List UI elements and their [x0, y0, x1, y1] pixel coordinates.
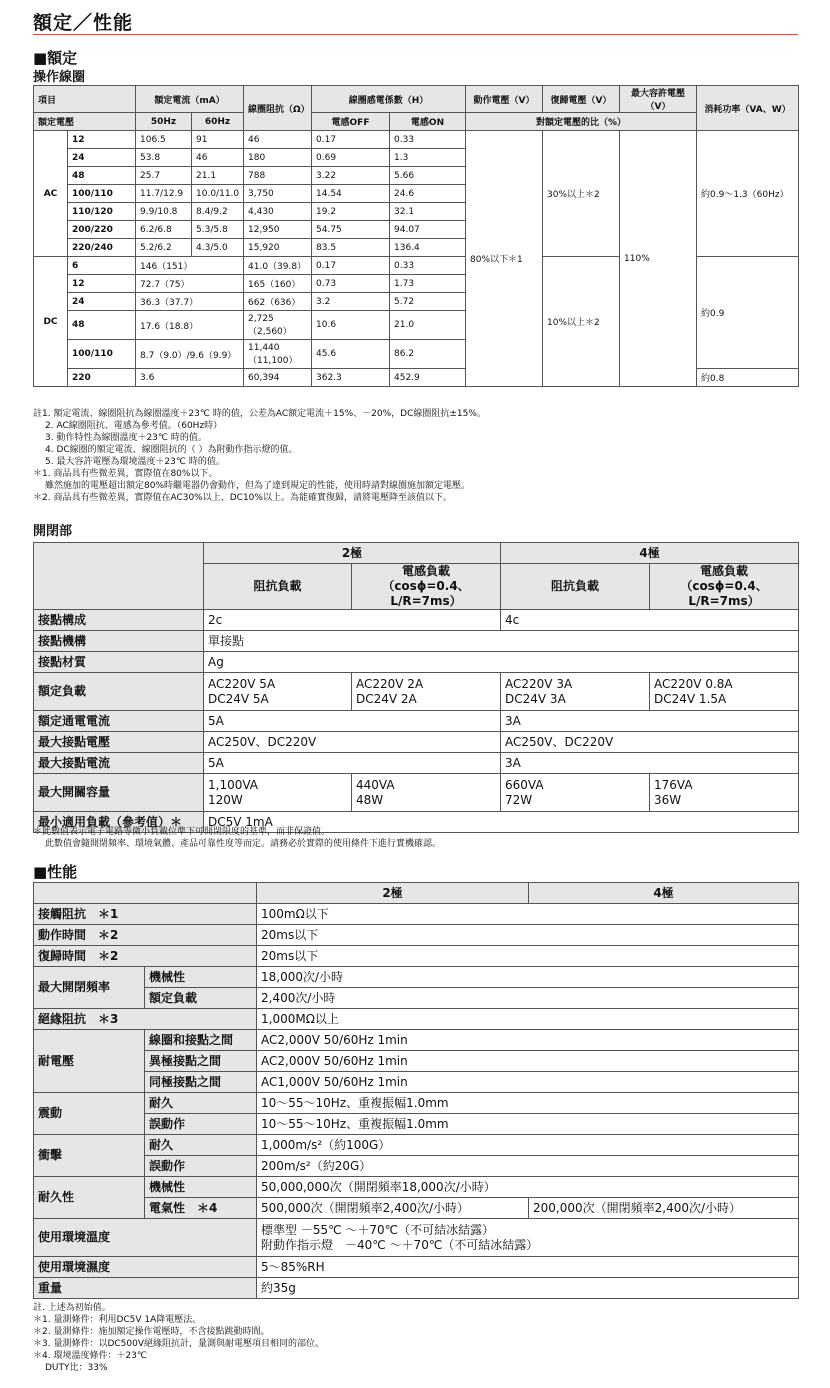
ac-voltage: 100/110 [68, 185, 136, 203]
contact-mechanism-value: 單接點 [204, 631, 799, 652]
ac-resistance: 3,750 [244, 185, 312, 203]
coil-note: 2. AC線圈阻抗、電感為參考值。（60Hz時） [45, 421, 223, 431]
ac-resistance: 788 [244, 167, 312, 185]
ac-resistance: 15,920 [244, 239, 312, 257]
ac-voltage: 110/120 [68, 203, 136, 221]
ambient-temp-value [257, 1219, 799, 1257]
hdr-power: 消耗功率（VA、W） [697, 86, 799, 131]
dc-resistance: 2,725（2,560） [244, 311, 312, 340]
power-dc: 約0.9 [697, 257, 799, 369]
ac-voltage: 48 [68, 167, 136, 185]
ac-current-50: 5.2/6.2 [136, 239, 192, 257]
insulation-value: 1,000MΩ以上 [257, 1009, 799, 1030]
contact-hdr-2pole: 2極 [204, 543, 501, 564]
contact-config-label: 接點構成 [34, 610, 204, 631]
ac-label: AC [34, 131, 68, 257]
coil-note: 4. DC線圈的額定電流、線圈阻抗的（ ）為附動作指示燈的值。 [45, 445, 298, 455]
dc-current: 8.7（9.0）/9.6（9.9） [136, 340, 244, 369]
dc-resistance: 165（160） [244, 275, 312, 293]
weight-value: 約35g [257, 1278, 799, 1299]
max-capacity-inductive-4 [650, 774, 799, 812]
dc-voltage: 24 [68, 293, 136, 311]
shock-malfunction-value: 200m/s²（約20G） [257, 1156, 799, 1177]
release-voltage-dc: 10%以上＊2 [543, 257, 620, 387]
operate-voltage-value: 80%以下＊1 [466, 131, 543, 387]
max-capacity-inductive-2 [352, 774, 501, 812]
dc-on: 21.0 [390, 311, 466, 340]
coil-note: ＊1. 商品具有些微差異，實際值在80%以下。 [33, 469, 218, 479]
performance-table [33, 882, 799, 1299]
vibration-durability-value: 10～55～10Hz、重複振幅1.0mm [257, 1093, 799, 1114]
max-capacity-line: 176VA [654, 777, 693, 792]
hdr-inductance: 線圈感電係數（H） [312, 86, 466, 113]
perf-note: ＊4. 環境溫度條件：＋23℃ [33, 1351, 148, 1361]
max-capacity-resistive-2 [204, 774, 352, 812]
max-contact-current-2pole: 5A [204, 753, 501, 774]
dc-current: 72.7（75） [136, 275, 244, 293]
carry-current-label: 額定通電電流 [34, 711, 204, 732]
rated-load-line: DC24V 3A [505, 691, 566, 706]
endurance-mech-label: 機械性 [145, 1177, 257, 1198]
ac-current-50: 53.8 [136, 149, 192, 167]
hdr-coil-resistance: 線圈阻抗（Ω） [244, 86, 312, 131]
ambient-temp-label: 使用環境溫度 [34, 1219, 257, 1257]
inductive-label: 電感負載 [700, 564, 749, 578]
ac-voltage: 12 [68, 131, 136, 149]
max-contact-current-4pole: 3A [501, 753, 799, 774]
page-title: 額定／性能 [33, 12, 134, 34]
power-dc-220: 約0.8 [697, 369, 799, 387]
inductive-condition: （cosϕ=0.4、L/R=7ms） [680, 579, 768, 608]
ac-on: 5.66 [390, 167, 466, 185]
ac-current-60: 46 [192, 149, 244, 167]
perf-note: ＊2. 量測條件：施加額定操作電壓時，不含接點跳動時間。 [33, 1327, 270, 1337]
perf-note: DUTY比：33% [45, 1363, 108, 1373]
shock-label: 衝擊 [34, 1135, 145, 1177]
hdr-max-voltage: 最大容許電壓（V） [620, 86, 697, 113]
ac-current-50: 9.9/10.8 [136, 203, 192, 221]
min-load-value: DC5V 1mA [204, 812, 799, 833]
min-load-label: 最小適用負載（參考值）＊ [34, 812, 204, 833]
switching-freq-rated-label: 額定負載 [145, 988, 257, 1009]
vibration-durability-label: 耐久 [145, 1093, 257, 1114]
rated-load-resistive-2 [204, 673, 352, 711]
performance-notes [33, 1302, 324, 1374]
ac-off: 0.69 [312, 149, 390, 167]
ac-on: 136.4 [390, 239, 466, 257]
ac-on: 1.3 [390, 149, 466, 167]
hdr-item: 項目 [34, 86, 136, 113]
ac-voltage: 200/220 [68, 221, 136, 239]
contact-note: ＊此數值表示電子電路等微小負載位準下可開閉限度的基準，而非保證值。 [33, 827, 331, 837]
dielectric-coil-contact-value: AC2,000V 50/60Hz 1min [257, 1030, 799, 1051]
ambient-humidity-value: 5～85%RH [257, 1257, 799, 1278]
dc-voltage: 100/110 [68, 340, 136, 369]
coil-rating-table [33, 85, 799, 387]
inductive-label: 電感負載 [402, 564, 451, 578]
contact-hdr-inductive-2 [352, 564, 501, 610]
dc-off: 10.6 [312, 311, 390, 340]
ac-off: 0.17 [312, 131, 390, 149]
perf-note: ＊3. 量測條件：以DC500V絕緣阻抗計，量測與耐電壓項目相同的部位。 [33, 1339, 324, 1349]
endurance-elec-2pole: 500,000次（開閉頻率2,400次/小時） [257, 1198, 529, 1219]
shock-durability-label: 耐久 [145, 1135, 257, 1156]
contact-hdr-inductive-4 [650, 564, 799, 610]
rated-load-line: AC220V 2A [356, 676, 424, 691]
ac-current-60: 91 [192, 131, 244, 149]
dc-on: 0.33 [390, 257, 466, 275]
ac-voltage: 24 [68, 149, 136, 167]
dc-on: 1.73 [390, 275, 466, 293]
switching-freq-mech-value: 18,000次/小時 [257, 967, 799, 988]
endurance-elec-label: 電氣性 ＊4 [145, 1198, 257, 1219]
ac-resistance: 180 [244, 149, 312, 167]
dc-voltage: 6 [68, 257, 136, 275]
operate-time-value: 20ms以下 [257, 925, 799, 946]
max-capacity-line: 72W [505, 792, 533, 807]
dc-current: 3.6 [136, 369, 244, 387]
contact-hdr-4pole: 4極 [501, 543, 799, 564]
release-time-value: 20ms以下 [257, 946, 799, 967]
dielectric-diff-pole-value: AC2,000V 50/60Hz 1min [257, 1051, 799, 1072]
dielectric-coil-contact-label: 線圈和接點之間 [145, 1030, 257, 1051]
ac-on: 94.07 [390, 221, 466, 239]
perf-hdr-4pole: 4極 [529, 883, 799, 904]
dc-current: 146（151） [136, 257, 244, 275]
inductive-condition: （cosϕ=0.4、L/R=7ms） [382, 579, 470, 608]
performance-heading: ■性能 [33, 863, 78, 881]
ac-resistance: 12,950 [244, 221, 312, 239]
dielectric-same-pole-label: 同極接點之間 [145, 1072, 257, 1093]
carry-current-2pole: 5A [204, 711, 501, 732]
ac-off: 19.2 [312, 203, 390, 221]
rated-load-line: DC24V 2A [356, 691, 417, 706]
switching-freq-mech-label: 機械性 [145, 967, 257, 988]
max-contact-current-label: 最大接點電流 [34, 753, 204, 774]
max-contact-voltage-label: 最大接點電壓 [34, 732, 204, 753]
ac-off: 54.75 [312, 221, 390, 239]
coil-subheading: 操作線圈 [33, 70, 86, 85]
dc-current: 36.3（37.7） [136, 293, 244, 311]
ac-on: 32.1 [390, 203, 466, 221]
dc-on: 5.72 [390, 293, 466, 311]
dc-resistance: 41.0（39.8） [244, 257, 312, 275]
contact-note: 此數值會隨開閉頻率、環境氣體、產品可靠性度等而定。請務必於實際的使用條件下進行實機確認。 [45, 839, 442, 849]
ac-current-50: 6.2/6.8 [136, 221, 192, 239]
hdr-release-voltage: 復歸電壓（V） [543, 86, 620, 113]
max-capacity-resistive-4 [501, 774, 650, 812]
dc-off: 362.3 [312, 369, 390, 387]
rated-load-line: DC24V 5A [208, 691, 269, 706]
rated-load-line: AC220V 5A [208, 676, 276, 691]
rated-load-label: 額定負載 [34, 673, 204, 711]
ac-off: 14.54 [312, 185, 390, 203]
max-capacity-line: 1,100VA [208, 777, 259, 792]
shock-durability-value: 1,000m/s²（約100G） [257, 1135, 799, 1156]
ac-current-50: 11.7/12.9 [136, 185, 192, 203]
rated-load-resistive-4 [501, 673, 650, 711]
max-capacity-line: 660VA [505, 777, 544, 792]
max-contact-voltage-2pole: AC250V、DC220V [204, 732, 501, 753]
ac-voltage: 220/240 [68, 239, 136, 257]
coil-note: 註1. 額定電流、線圈阻抗為線圈溫度＋23℃ 時的值，公差為AC額定電流＋15%、－20%，DC線圈阻抗±15%。 [33, 409, 486, 419]
max-capacity-line: 36W [654, 792, 682, 807]
weight-label: 重量 [34, 1278, 257, 1299]
max-capacity-line: 440VA [356, 777, 395, 792]
max-capacity-line: 120W [208, 792, 243, 807]
contact-resistance-label: 接觸阻抗 ＊1 [34, 904, 257, 925]
dc-current: 17.6（18.8） [136, 311, 244, 340]
contact-table [33, 542, 799, 833]
ac-off: 3.22 [312, 167, 390, 185]
ac-on: 24.6 [390, 185, 466, 203]
dc-on: 86.2 [390, 340, 466, 369]
coil-note: 雖然施加的電壓超出額定80%時繼電器仍會動作，但為了達到規定的性能，使用時請對線圈施加額定電壓。 [45, 481, 471, 491]
dielectric-same-pole-value: AC1,000V 50/60Hz 1min [257, 1072, 799, 1093]
coil-note: ＊2. 商品具有些微差異，實際值在AC30%以上、DC10%以上。為能確實復歸，請將電壓降至該值以下。 [33, 493, 452, 503]
rating-heading: ■額定 [33, 49, 78, 67]
ambient-temp-indicator: 附動作指示燈 －40℃ ～＋70℃（不可結冰結露） [261, 1237, 539, 1252]
dc-off: 45.6 [312, 340, 390, 369]
max-voltage-value: 110% [620, 131, 697, 387]
contact-resistance-value: 100mΩ以下 [257, 904, 799, 925]
release-time-label: 復歸時間 ＊2 [34, 946, 257, 967]
perf-note: 註. 上述為初始值。 [33, 1303, 111, 1313]
dc-off: 0.73 [312, 275, 390, 293]
vibration-malfunction-label: 誤動作 [145, 1114, 257, 1135]
title-divider [33, 34, 798, 35]
max-capacity-label: 最大開關容量 [34, 774, 204, 812]
shock-malfunction-label: 誤動作 [145, 1156, 257, 1177]
ac-resistance: 46 [244, 131, 312, 149]
ac-off: 83.5 [312, 239, 390, 257]
contact-hdr-resistive-4: 阻抗負載 [501, 564, 650, 610]
dielectric-label: 耐電壓 [34, 1030, 145, 1093]
hdr-operate-voltage: 動作電壓（V） [466, 86, 543, 113]
perf-note: ＊1. 量測條件：利用DC5V 1A降電壓法。 [33, 1315, 202, 1325]
operate-time-label: 動作時間 ＊2 [34, 925, 257, 946]
ambient-humidity-label: 使用環境濕度 [34, 1257, 257, 1278]
dc-resistance: 11,440（11,100） [244, 340, 312, 369]
ac-current-50: 106.5 [136, 131, 192, 149]
contact-hdr-resistive-2: 阻抗負載 [204, 564, 352, 610]
max-capacity-line: 48W [356, 792, 384, 807]
ac-on: 0.33 [390, 131, 466, 149]
rated-load-inductive-4 [650, 673, 799, 711]
dc-on: 452.9 [390, 369, 466, 387]
perf-hdr-2pole: 2極 [257, 883, 529, 904]
ac-resistance: 4,430 [244, 203, 312, 221]
dc-off: 0.17 [312, 257, 390, 275]
rated-load-line: AC220V 3A [505, 676, 573, 691]
hdr-on: 電感ON [390, 113, 466, 131]
coil-notes [33, 408, 486, 504]
contact-config-2pole: 2c [204, 610, 501, 631]
contact-material-value: Ag [204, 652, 799, 673]
contact-hdr-blank [34, 543, 204, 610]
vibration-label: 震動 [34, 1093, 145, 1135]
contact-heading: 開閉部 [33, 524, 73, 539]
ac-current-60: 21.1 [192, 167, 244, 185]
dielectric-diff-pole-label: 異極接點之間 [145, 1051, 257, 1072]
dc-voltage: 12 [68, 275, 136, 293]
ac-current-60: 8.4/9.2 [192, 203, 244, 221]
contact-config-4pole: 4c [501, 610, 799, 631]
max-contact-voltage-4pole: AC250V、DC220V [501, 732, 799, 753]
hdr-60hz: 60Hz [192, 113, 244, 131]
contact-notes [33, 826, 441, 850]
dc-resistance: 662（636） [244, 293, 312, 311]
ac-current-60: 4.3/5.0 [192, 239, 244, 257]
release-voltage-ac: 30%以上＊2 [543, 131, 620, 257]
endurance-mech-value: 50,000,000次（開閉頻率18,000次/小時） [257, 1177, 799, 1198]
dc-label: DC [34, 257, 68, 387]
ac-current-60: 5.3/5.8 [192, 221, 244, 239]
contact-material-label: 接點材質 [34, 652, 204, 673]
hdr-off: 電感OFF [312, 113, 390, 131]
dc-voltage: 220 [68, 369, 136, 387]
ac-current-50: 25.7 [136, 167, 192, 185]
perf-hdr-blank [34, 883, 257, 904]
coil-note: 5. 最大容許電壓為環境溫度＋23℃ 時的值。 [45, 457, 225, 467]
power-ac: 約0.9～1.3（60Hz） [697, 131, 799, 257]
dc-off: 3.2 [312, 293, 390, 311]
rated-load-line: DC24V 1.5A [654, 691, 727, 706]
vibration-malfunction-value: 10～55～10Hz、重複振幅1.0mm [257, 1114, 799, 1135]
hdr-ratio: 對額定電壓的比（%） [466, 113, 697, 131]
coil-note: 3. 動作特性為線圈溫度＋23℃ 時的值。 [45, 433, 207, 443]
dc-voltage: 48 [68, 311, 136, 340]
dc-resistance: 60,394 [244, 369, 312, 387]
endurance-elec-4pole: 200,000次（開閉頻率2,400次/小時） [529, 1198, 799, 1219]
ambient-temp-standard: 標準型 －55℃ ～＋70℃（不可結冰結露） [261, 1222, 495, 1237]
hdr-rated-voltage: 額定電壓 [34, 113, 136, 131]
contact-mechanism-label: 接點機構 [34, 631, 204, 652]
rated-load-inductive-2 [352, 673, 501, 711]
rated-load-line: AC220V 0.8A [654, 676, 733, 691]
insulation-label: 絕緣阻抗 ＊3 [34, 1009, 257, 1030]
endurance-label: 耐久性 [34, 1177, 145, 1219]
hdr-rated-current: 額定電流（mA） [136, 86, 244, 113]
carry-current-4pole: 3A [501, 711, 799, 732]
switching-freq-label: 最大開閉頻率 [34, 967, 145, 1009]
ac-current-60: 10.0/11.0 [192, 185, 244, 203]
switching-freq-rated-value: 2,400次/小時 [257, 988, 799, 1009]
hdr-50hz: 50Hz [136, 113, 192, 131]
